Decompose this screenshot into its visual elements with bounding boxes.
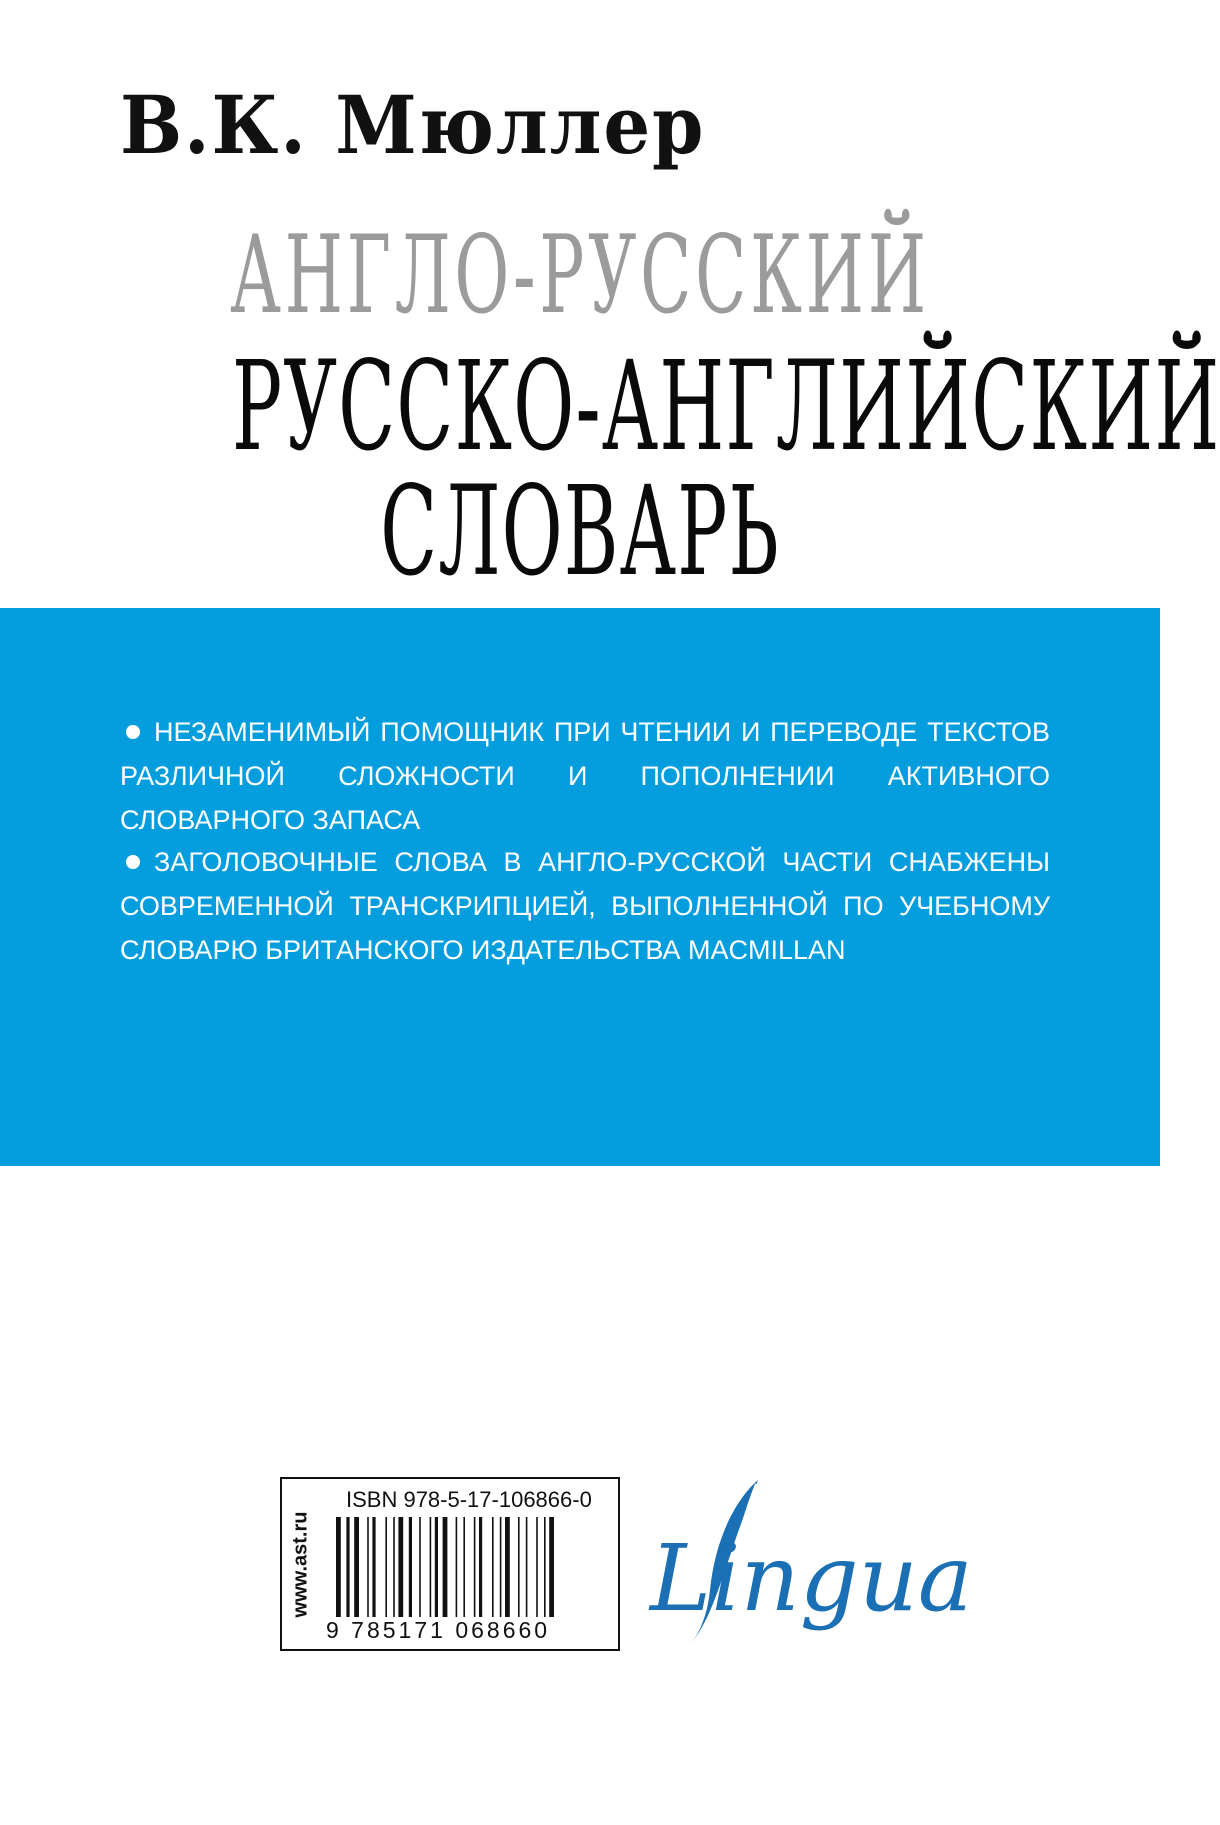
- isbn-label: ISBN 978-5-17-106866-0: [346, 1487, 592, 1512]
- title-line-3: СЛОВАРЬ: [380, 460, 780, 604]
- publisher-site: www.ast.ru: [289, 1511, 312, 1617]
- logo-wordmark: [640, 1470, 973, 1650]
- bullet-icon: [126, 855, 140, 869]
- svg-text:Lingua: Lingua: [650, 1525, 973, 1632]
- bullet-icon: [126, 725, 140, 739]
- title-line-2: РУССКО-АНГЛИЙСКИЙ: [232, 335, 1220, 479]
- feature-item: [120, 710, 1050, 842]
- features-band: [0, 608, 1160, 1166]
- feature-text: НЕЗАМЕНИМЫЙ ПОМОЩНИК ПРИ ЧТЕНИИ И ПЕРЕВОДЕ ТЕКСТОВ РАЗЛИЧНОЙ СЛОЖНОСТИ И ПОПОЛНЕНИИ АКТИВНОГО СЛОВАРНОГО ЗАПАСА: [120, 717, 1050, 835]
- barcode-digits: 9 785171 068660: [326, 1617, 551, 1643]
- barcode-block: [280, 1477, 620, 1651]
- barcode-icon: [334, 1517, 609, 1617]
- feature-text: ЗАГОЛОВОЧНЫЕ СЛОВА В АНГЛО-РУССКОЙ ЧАСТИ СНАБЖЕНЫ СОВРЕМЕННОЙ ТРАНСКРИПЦИЕЙ, ВЫПОЛНЕННОЙ ПО УЧЕБНОМУ СЛОВАРЮ БРИТАНСКОГО ИЗДАТЕЛЬСТВА MACMILLAN: [120, 847, 1050, 965]
- title-line-1: АНГЛО-РУССКИЙ: [230, 213, 930, 338]
- author-name: В.К. Мюллер: [120, 78, 706, 172]
- feature-item: [120, 840, 1050, 972]
